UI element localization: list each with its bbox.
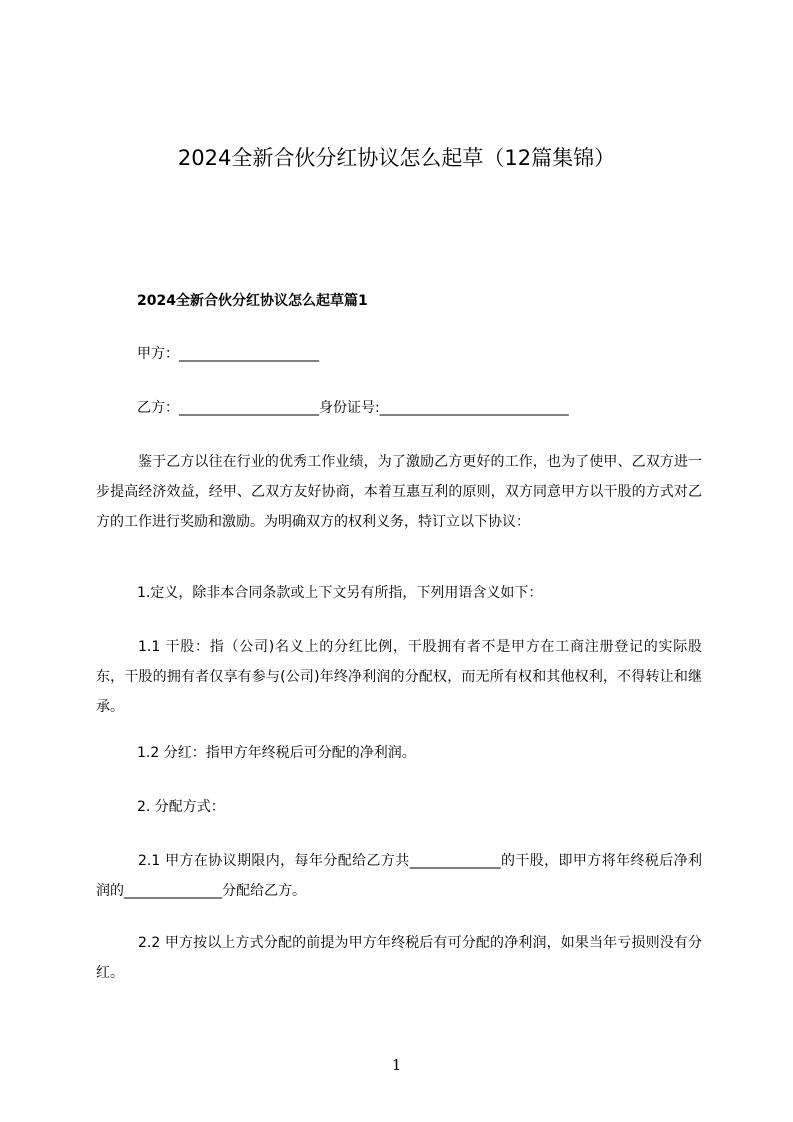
document-title: 2024全新合伙分红协议怎么起草（12篇集锦） <box>177 146 616 170</box>
page-number: 1 <box>391 1056 402 1074</box>
clause-1-2: 1.2 分红：指甲方年终税后可分配的净利润。 <box>137 745 416 761</box>
party-a-line: 甲方：____________________ <box>137 346 319 362</box>
clause-2-1: 2.1 甲方在协议期限内，每年分配给乙方共_____________的干股，即甲方将年终税后净利润的______________分配给乙方。 <box>96 853 702 899</box>
section-heading: 2024全新合伙分红协议怎么起草篇1 <box>137 293 368 309</box>
clause-1-1: 1.1 干股：指（公司)名义上的分红比例，干股拥有者不是甲方在工商注册登记的实际股东，干股的拥有者仅享有参与(公司)年终净利润的分配权，而无所有权和其他权利，不得转让和继承。 <box>96 639 702 715</box>
preamble-paragraph: 鉴于乙方以往在行业的优秀工作业绩，为了激励乙方更好的工作，也为了使甲、乙双方进一步提高经济效益，经甲、乙双方友好协商，本着互惠互利的原则，双方同意甲方以干股的方式对乙方的工作进行奖励和激励。为明确双方的权利义务，特订立以下协议： <box>96 454 702 530</box>
clause-1: 1.定义，除非本合同条款或上下文另有所指，下列用语含义如下： <box>137 585 543 601</box>
party-b-line: 乙方：____________________身份证号:___________________________ <box>137 400 569 416</box>
clause-2: 2. 分配方式： <box>137 799 225 815</box>
clause-2-2: 2.2 甲方按以上方式分配的前提为甲方年终税后有可分配的净利润，如果当年亏损则没有分红。 <box>96 935 702 981</box>
